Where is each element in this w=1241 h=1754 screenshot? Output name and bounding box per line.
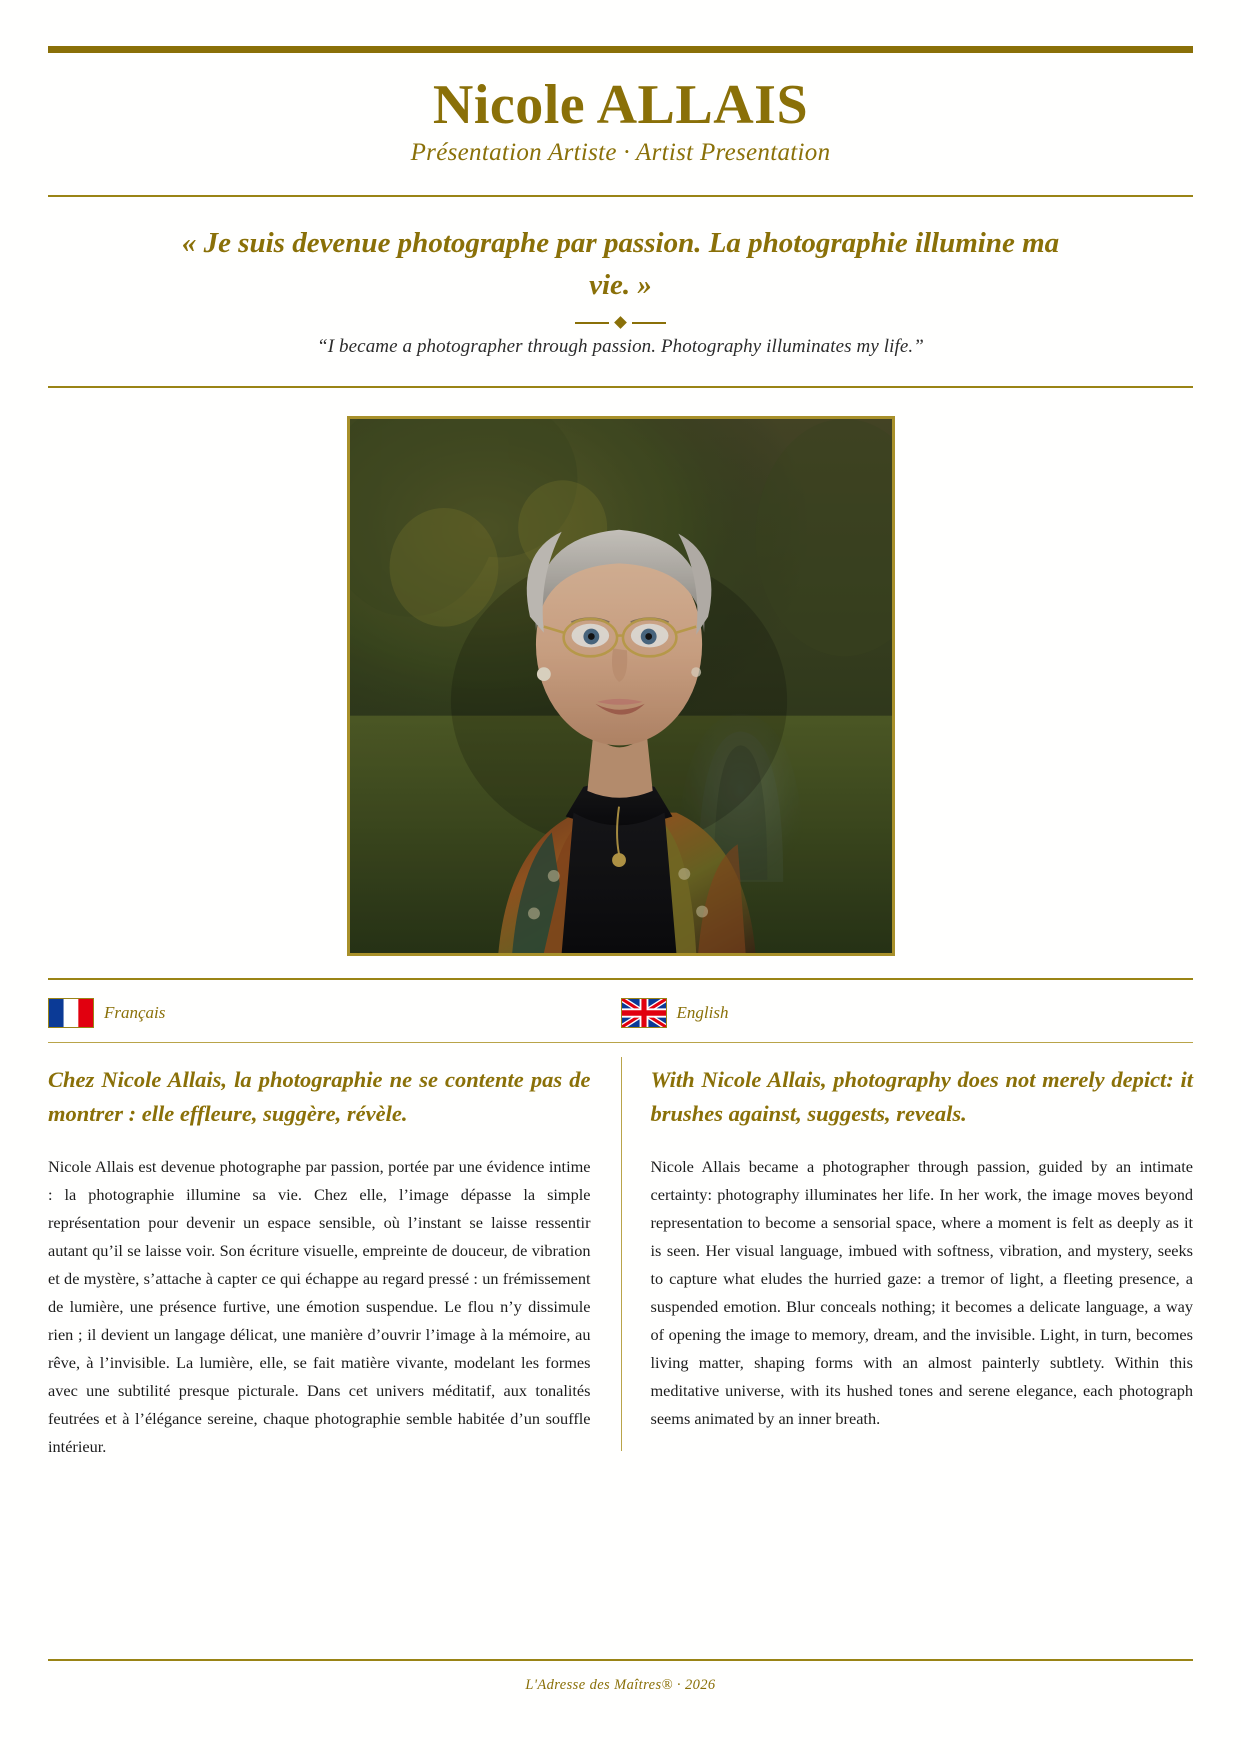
ornament-bar-left bbox=[575, 322, 609, 324]
masthead bbox=[48, 53, 1193, 179]
ornament-divider-icon bbox=[48, 316, 1193, 330]
content-columns bbox=[48, 1043, 1193, 1461]
portrait-section bbox=[48, 388, 1193, 978]
quote-block bbox=[48, 197, 1193, 357]
french-body: Nicole Allais est devenue photographe par passion, portée par une évidence intime : la photographie illumine sa vie. Chez elle, l’image dépasse la simple représentation pour devenir un espace sensible, où l’instant se laisse ressentir autant qu’il se laisse voir. Son écriture visuelle, empreinte de douceur, de vibration et de mystère, s’attache à capter ce qui échappe au regard pressé : un frémissement de lumière, une présence furtive, une émotion suspendue. Le flou n’y dissimule rien ; il devient un langage délicat, une manière d’ouvrir l’image à la mémoire, au rêve, à l’invisible. La lumière, elle, se fait matière vivante, modelant les formes avec une subtilité presque picturale. Dans cet univers méditatif, aux tonalités feutrées et à l’élégance sereine, chaque photographie semble habitée d’un souffle intérieur. bbox=[48, 1156, 591, 1456]
english-body: Nicole Allais became a photographer through passion, guided by an intimate certainty: photography illuminates her life. In her work, the image moves beyond representation to become a sensorial space, where a moment is felt as deeply as it is seen. Her visual language, imbued with softness, vibration, and mystery, seeks to capture what eludes the hurried gaze: a tremor of light, a fleeting presence, a suspended emotion. Blur conceals nothing; it becomes a delicate language, a way of opening the image to memory, dream, and the invisible. Light, in turn, becomes living matter, shaping forms with an almost painterly subtlety. Within this meditative universe, with its hushed tones and serene elegance, each photograph seems animated by an inner breath. bbox=[650, 1156, 1193, 1428]
united-kingdom-flag-icon bbox=[621, 998, 667, 1028]
column-english bbox=[621, 1063, 1194, 1461]
footer-divider bbox=[48, 1659, 1193, 1661]
france-flag-icon bbox=[48, 998, 94, 1028]
column-french bbox=[48, 1063, 621, 1461]
page-subtitle: Présentation Artiste · Artist Presentation bbox=[410, 139, 831, 167]
french-heading: Chez Nicole Allais, la photographie ne se contente pas de montrer : elle effleure, suggère, révèle. bbox=[48, 1067, 591, 1127]
ornament-diamond-icon bbox=[614, 316, 627, 329]
language-english-label: English bbox=[676, 1002, 729, 1022]
language-bar bbox=[48, 980, 1193, 1042]
page-title: Nicole ALLAIS bbox=[432, 74, 809, 136]
artist-portrait bbox=[347, 416, 895, 956]
quote-english: “I became a photographer through passion. Photography illuminates my life.” bbox=[317, 335, 924, 357]
language-english bbox=[621, 998, 1194, 1028]
language-french bbox=[48, 998, 621, 1028]
ornament-bar-right bbox=[632, 322, 666, 324]
top-rule bbox=[48, 46, 1193, 53]
language-french-label: Français bbox=[104, 1002, 166, 1022]
footer bbox=[48, 1659, 1193, 1694]
column-divider bbox=[621, 1057, 623, 1451]
quote-french: « Je suis devenue photographe par passion. La photographie illumine ma vie. » bbox=[181, 227, 1060, 301]
english-heading: With Nicole Allais, photography does not merely depict: it brushes against, suggests, reveals. bbox=[650, 1067, 1193, 1127]
footer-text: L'Adresse des Maîtres® · 2026 bbox=[525, 1677, 716, 1693]
